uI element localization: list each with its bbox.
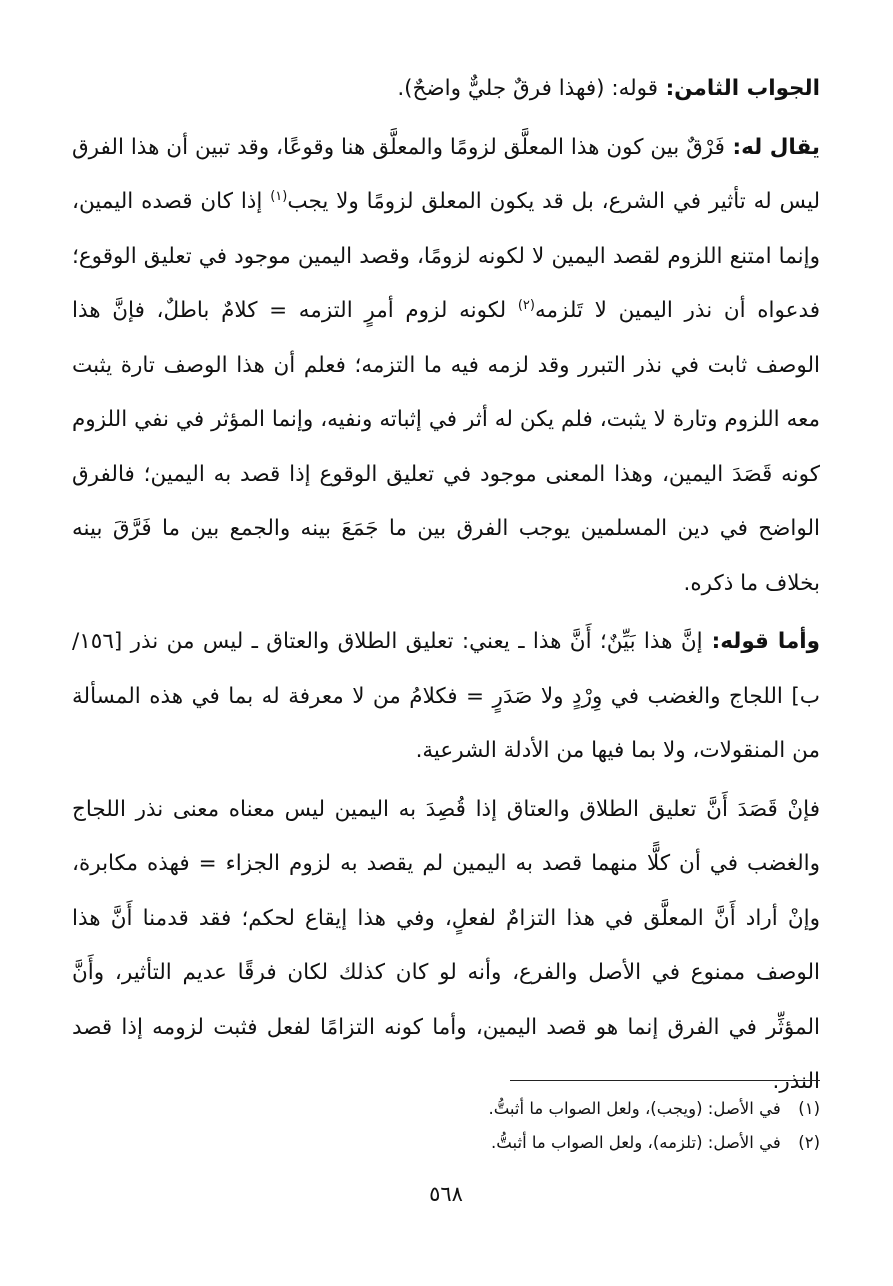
page-body: [72, 62, 820, 1242]
footnote-ref-1[interactable]: (١): [270, 188, 288, 204]
footnote-number: (١): [798, 1099, 820, 1118]
paragraph-lead: وأما قوله:: [702, 629, 820, 654]
paragraph-as-for-his-saying: [72, 615, 820, 779]
footnote-text: في الأصل: (ويجب)، ولعل الصواب ما أثبتُّ.: [488, 1099, 781, 1118]
paragraph-reply: [72, 121, 820, 612]
footnote-text: في الأصل: (تلزمه)، ولعل الصواب ما أثبتُّ.: [491, 1133, 781, 1152]
footnote-divider: [510, 1080, 820, 1081]
paragraph-text-continued: لكونه لزوم أمرٍ التزمه = كلامٌ باطلٌ، فإنَّ هذا الوصف ثابت في نذر التبرر وقد لزمه فيه ما التزمه؛ فعلم أن هذا الوصف تارة يثبت معه اللزوم وتارة لا يثبت، فلم يكن له أثر في إثباته ونفيه، وإنما المؤثر في نفي اللزوم كونه قَصَدَ اليمين، وهذا المعنى موجود في تعليق الوقوع إذا قصد به اليمين؛ فالفرق الواضح في دين المسلمين يوجب الفرق بين ما جَمَعَ بينه والجمع بين ما فَرَّقَ بينه بخلاف ما ذكره.: [72, 298, 820, 596]
paragraph-lead: يقال له:: [724, 134, 820, 160]
paragraph-text: إنَّ هذا بَيِّنٌ؛ أَنَّ هذا ـ يعني: تعليق الطلاق والعتاق ـ ليس من نذر [١٥٦/ ب] اللجاج والغضب في وِرْدٍ ولا صَدَرٍ = فكلامُ من لا معرفة له بما في هذه المسألة من المنقولات، ولا بما فيها من الأدلة الشرعية.: [72, 629, 820, 763]
paragraph-answer-eight: [72, 62, 820, 117]
paragraph-text: فَرْقٌ بين كون هذا المعلَّق لزومًا والمعلَّق هنا وقوعًا، وقد تبين أن هذا الفرق ليس له تأثير في الشرع، بل قد يكون المعلق لزومًا ولا يجب: [72, 134, 820, 214]
paragraph-if-he-meant: [72, 783, 820, 1110]
page-number: ٥٦٨: [429, 1182, 463, 1206]
paragraph-text: فإنْ قَصَدَ أَنَّ تعليق الطلاق والعتاق إذا قُصِدَ به اليمين ليس معناه معنى نذر اللجاج والغضب في أن كلًّا منهما قصد به اليمين لم يقصد به لزوم الجزاء = فهذه مكابرة، وإنْ أراد أَنَّ المعلَّق في هذا التزامٌ لفعلٍ، وفي هذا إيقاع لحكم؛ فقد قدمنا أَنَّ هذا الوصف ممنوع في الأصل والفرع، وأنه لو كان كذلك لكان فرقًا عديم التأثير، وأَنَّ المؤثِّر في الفرق إنما هو قصد اليمين، وأما كونه التزامًا لفعل فثبت لزومه إذا قصد النذر.: [72, 796, 820, 1094]
paragraph-text: قوله: (فهذا فرقٌ جليٌّ واضحٌ).: [397, 76, 659, 101]
footnote-number: (٢): [798, 1133, 820, 1152]
footnotes: [72, 1092, 820, 1160]
paragraph-text-continued: إذا كان قصده اليمين، وإنما امتنع اللزوم لقصد اليمين لا لكونه لزومًا، وقصد اليمين موجود في تعليق الوقوع؛ فدعواه أن نذر اليمين لا تَلزمه: [72, 189, 821, 323]
footnote-ref-2[interactable]: (٢): [517, 297, 535, 313]
footnote-item: [72, 1092, 820, 1126]
footnote-item: [72, 1126, 820, 1160]
paragraph-lead: الجواب الثامن:: [658, 76, 820, 101]
